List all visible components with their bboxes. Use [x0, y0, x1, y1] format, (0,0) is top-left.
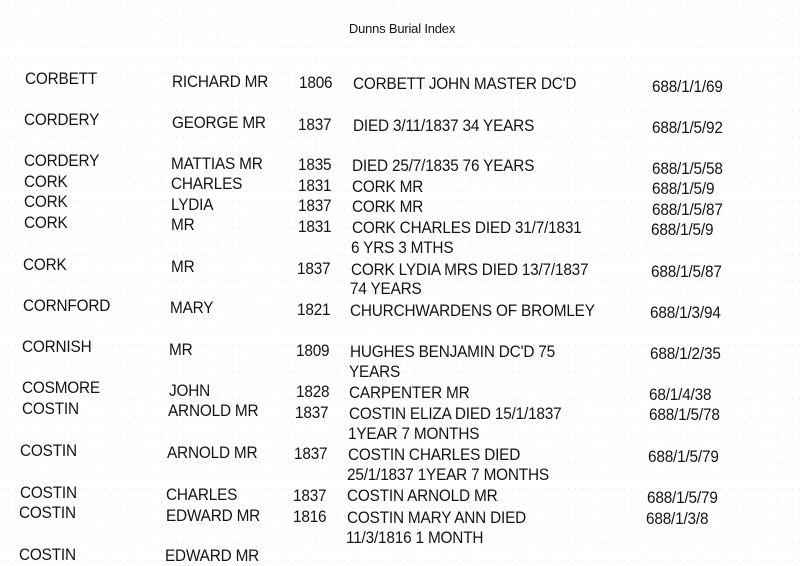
year: 1835: [298, 156, 332, 174]
details: COSTIN ARNOLD MR: [347, 487, 498, 505]
details: CHURCHWARDENS OF BROMLEY: [350, 302, 595, 320]
reference: 688/1/3/8: [646, 510, 709, 528]
reference: 688/1/5/92: [652, 119, 723, 137]
reference: 688/1/5/79: [647, 489, 718, 507]
reference: 688/1/5/87: [651, 263, 722, 281]
year: 1821: [297, 301, 331, 319]
forename: MR: [171, 216, 195, 234]
forename: MR: [169, 341, 193, 359]
details: CORK LYDIA MRS DIED 13/7/1837: [351, 261, 589, 279]
details: DIED 3/11/1837 34 YEARS: [353, 117, 535, 135]
surname: CORNISH: [22, 338, 92, 356]
reference: 688/1/5/79: [648, 448, 719, 466]
forename: MR: [171, 258, 195, 276]
surname: COSTIN: [20, 484, 77, 502]
details-continued: 1YEAR 7 MONTHS: [348, 425, 480, 443]
details-continued: YEARS: [349, 363, 401, 381]
surname: CORBETT: [25, 70, 98, 88]
year: 1837: [297, 260, 331, 278]
surname: COSTIN: [20, 442, 77, 460]
year: 1831: [298, 218, 332, 236]
surname: CORNFORD: [23, 297, 111, 315]
details: COSTIN CHARLES DIED: [348, 446, 521, 464]
document-title: Dunns Burial Index: [348, 21, 456, 36]
year: 1837: [295, 404, 329, 422]
details: CORK MR: [352, 198, 424, 216]
reference: 688/1/2/35: [650, 345, 721, 363]
forename: CHARLES: [166, 486, 238, 504]
surname: CORK: [24, 214, 68, 232]
surname: CORK: [24, 173, 68, 191]
forename: EDWARD MR: [166, 507, 261, 525]
surname: COSTIN: [19, 546, 76, 564]
surname: CORK: [24, 193, 68, 211]
surname: COSTIN: [22, 400, 79, 418]
reference: 688/1/1/69: [652, 78, 723, 96]
surname: CORDERY: [24, 111, 100, 129]
details: CORK MR: [352, 178, 424, 196]
forename: LYDIA: [171, 196, 214, 214]
surname: COSMORE: [22, 379, 100, 397]
reference: 68/1/4/38: [649, 386, 712, 404]
year: 1816: [293, 508, 327, 526]
reference: 688/1/5/9: [651, 221, 714, 239]
year: 1828: [296, 383, 330, 401]
forename: EDWARD MR: [165, 547, 260, 565]
details: CARPENTER MR: [349, 384, 470, 402]
forename: MARY: [170, 299, 214, 317]
details-continued: 11/3/1816 1 MONTH: [346, 529, 484, 547]
details: COSTIN MARY ANN DIED: [347, 509, 527, 527]
forename: GEORGE MR: [172, 114, 266, 132]
year: 1809: [296, 342, 330, 360]
details: CORBETT JOHN MASTER DC'D: [353, 75, 577, 93]
reference: 688/1/5/9: [652, 180, 715, 198]
forename: RICHARD MR: [172, 73, 269, 91]
year: 1831: [298, 177, 332, 195]
details-continued: 74 YEARS: [350, 280, 422, 298]
year: 1837: [298, 116, 332, 134]
reference: 688/1/5/78: [649, 406, 720, 424]
reference: 688/1/5/87: [652, 201, 723, 219]
details-continued: 6 YRS 3 MTHS: [351, 239, 454, 257]
year: 1837: [298, 197, 332, 215]
forename: JOHN: [169, 382, 211, 400]
details: CORK CHARLES DIED 31/7/1831: [352, 219, 582, 237]
details: COSTIN ELIZA DIED 15/1/1837: [349, 405, 562, 423]
surname: CORK: [23, 256, 67, 274]
details-continued: 25/1/1837 1YEAR 7 MONTHS: [347, 466, 549, 484]
year: 1837: [294, 445, 328, 463]
forename: ARNOLD MR: [168, 402, 259, 420]
surname: CORDERY: [24, 152, 100, 170]
details: DIED 25/7/1835 76 YEARS: [352, 157, 535, 175]
forename: MATTIAS MR: [171, 155, 263, 173]
forename: CHARLES: [171, 175, 243, 193]
reference: 688/1/3/94: [650, 304, 721, 322]
surname: COSTIN: [19, 504, 76, 522]
reference: 688/1/5/58: [652, 160, 723, 178]
details: HUGHES BENJAMIN DC'D 75: [350, 343, 556, 361]
year: 1806: [299, 74, 333, 92]
year: 1837: [293, 487, 327, 505]
forename: ARNOLD MR: [167, 444, 258, 462]
